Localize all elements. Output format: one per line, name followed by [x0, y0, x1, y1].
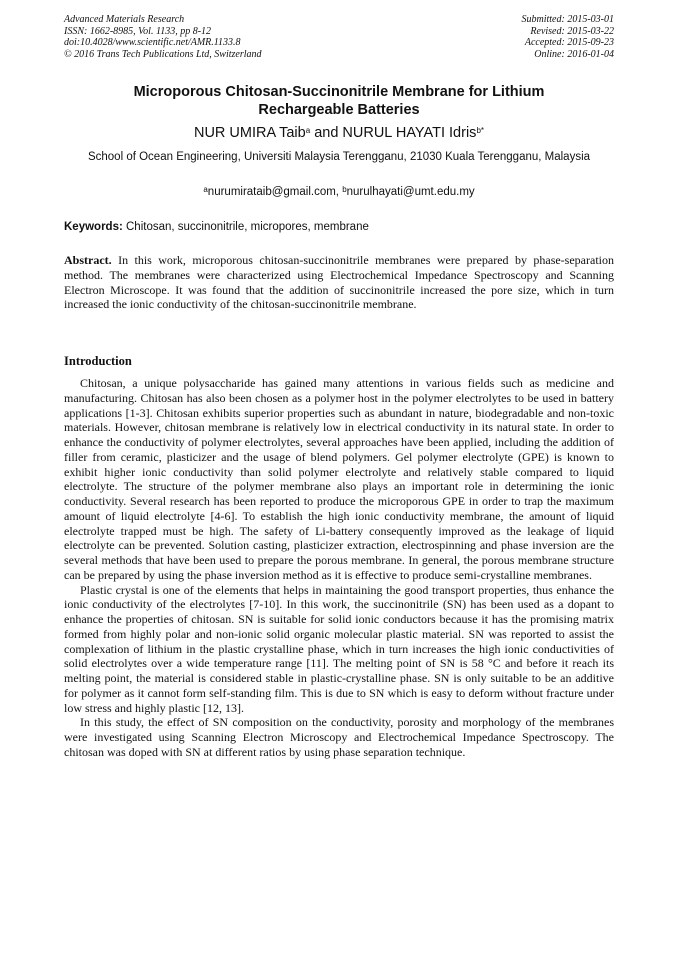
title-line-1: Microporous Chitosan-Succinonitrile Membrane for Lithium	[133, 84, 545, 100]
affiliation: School of Ocean Engineering, Universiti Malaysia Terengganu, 21030 Kuala Terengganu, Malaysia	[87, 151, 591, 163]
email-b[interactable]: nurulhayati@umt.edu.my	[346, 186, 475, 198]
intro-paragraph-3: In this study, the effect of SN composition on the conductivity, porosity and morphology of the membranes were investigated using Scanning Electron Microscopy and Electrochemical Impedance Spectroscopy. The chitosan was doped with SN at different ratios by using phase separation technique.	[64, 715, 614, 759]
journal-name: Advanced Materials Research	[64, 14, 185, 25]
abstract-label: Abstract.	[64, 253, 112, 267]
keywords	[64, 220, 614, 235]
keywords-label: Keywords:	[64, 221, 123, 233]
title-line-2: Rechargeable Batteries	[258, 102, 420, 118]
abstract-text: In this work, microporous chitosan-succinonitrile membranes were prepared by phase-separation method. The membranes were characterized using Electrochemical Impedance Spectroscopy and Scanning Electron Microscope. It was found that the addition of succinonitrile increased the pore size, which in turn increased the ionic conductivity of the chitosan-succinonitrile membrane.	[64, 253, 614, 312]
keywords-text: Chitosan, succinonitrile, micropores, membrane	[122, 221, 369, 233]
paper-title	[64, 83, 614, 119]
publication-dates	[522, 14, 615, 60]
email-a-mark: a	[203, 185, 208, 194]
intro-paragraph-1: Chitosan, a unique polysaccharide has gained many attentions in various fields such as medicine and manufacturing. Chitosan has also been chosen as a polymer host in the polymer electrolytes to be used in battery applications [1-3]. Chitosan exhibits superior properties such as abundant in nature, biodegradable and non-toxic materials. However, chitosan membrane is relatively low in electrical conductivity in its natural state. In order to enhance the conductivity of polymer electrolytes, several approaches have been applied, including the addition of filler from ceramic, plasticizer and the usage of blend polymers. Gel polymer electrolyte (GPE) is known to exhibit higher ionic conductivity than solid polymer electrolyte and relatively stable compared to liquid electrolyte. The structure of the polymer membrane also plays an important role in determining the ionic conductivity. Several research has been reported to produce the microporous GPE in order to trap the maximum amount of liquid electrolyte [4-6]. To establish the high ionic conductivity membrane, the amount of liquid electrolyte trapped must be high. The safety of Li-battery consequently improved as the leakage of liquid electrolyte can be prevented. Solution casting, plasticizer extraction, electrospinning and phase inversion are the several methods that have been used to prepare the porous membrane. In general, the porous membrane structure can be prepared by using the phase inversion method as it is effective to produce semi-crystalline membranes.	[64, 376, 614, 582]
author-2: NURUL HAYATI Idris	[342, 125, 477, 141]
introduction-body	[64, 376, 614, 760]
date-accepted: Accepted: 2015-09-23	[524, 37, 614, 49]
date-revised: Revised: 2015-03-22	[530, 25, 614, 37]
section-heading-introduction: Introduction	[64, 354, 132, 368]
date-online: Online: 2016-01-04	[534, 48, 614, 60]
author-1: NUR UMIRA Taib	[193, 125, 306, 141]
intro-paragraph-2: Plastic crystal is one of the elements that helps in maintaining the good transport properties, thus enhance the ionic conductivity of the electrolytes [7-10]. In this work, the succinonitrile (SN) has been used as a dopant to enhance the properties of chitosan. SN is suitable for solid ionic conductors because it has the promising matrix formed from highly polar and non-ionic solid organic molecular plastic material. SN was reported to assist the complexation of lithium in the plastic crystalline phase, which in turn increases the high ionic conductivities of solid electrolytes over a wide temperature range [11]. The melting point of SN is 58 °C and before it reach its melting point, the material is considered stable in plastic-crystalline phase. SN is only suitable to be an additive for polymer as it cannot form self-standing film. This is due to SN which is easy to deform without fracture under low stress and highly plastic [12, 13].	[64, 582, 614, 715]
author-list	[64, 124, 614, 142]
author-emails	[64, 185, 614, 200]
journal-copyright: © 2016 Trans Tech Publications Ltd, Switzerland	[64, 48, 262, 60]
author-2-affil-mark: b*	[476, 126, 484, 135]
author-joiner: and	[310, 125, 343, 141]
abstract	[64, 253, 614, 312]
journal-info	[64, 14, 262, 60]
date-submitted: Submitted: 2015-03-01	[521, 14, 614, 25]
email-b-mark: b	[342, 185, 347, 194]
journal-issn: ISSN: 1662-8985, Vol. 1133, pp 8-12	[64, 25, 212, 37]
email-a[interactable]: nurumirataib@gmail.com,	[207, 186, 343, 198]
author-1-affil-mark: a	[305, 126, 311, 135]
journal-doi: doi:10.4028/www.scientific.net/AMR.1133.8	[64, 37, 241, 49]
